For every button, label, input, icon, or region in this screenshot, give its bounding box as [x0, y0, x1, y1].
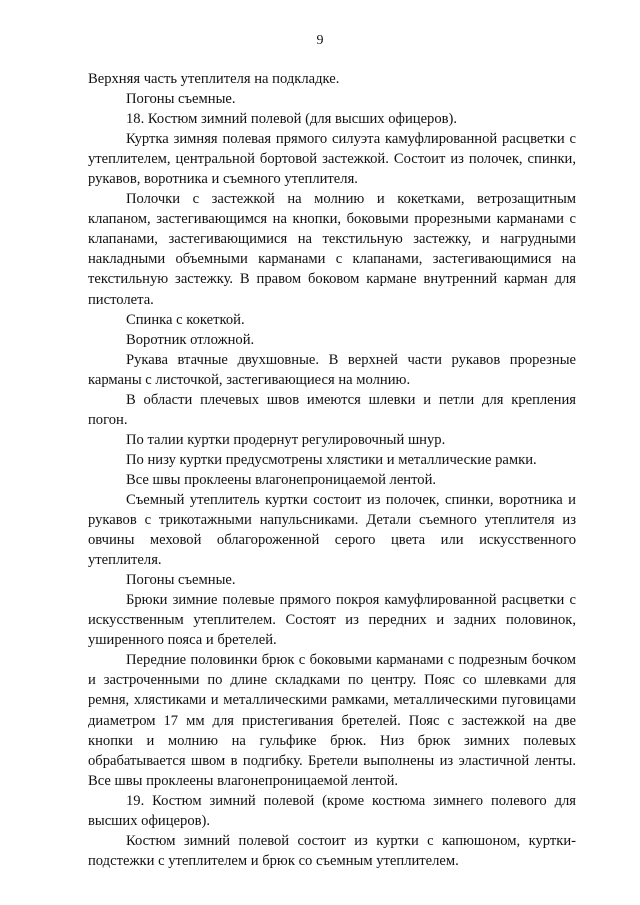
- page-number: 9: [316, 33, 324, 48]
- paragraph-13: Съемный утеплитель куртки состоит из полочек, спинки, воротника и рукавов с трикотажными напульсниками. Детали съемного утеплителя из овчины меховой облагороженной серого цвета или искусственного утеплителя.: [88, 491, 576, 569]
- document-body: [88, 69, 576, 871]
- paragraph-3: 18. Костюм зимний полевой (для высших офицеров).: [126, 111, 458, 128]
- paragraph-5: Полочки с застежкой на молнию и кокетками, ветрозащитным клапаном, застегивающимся на кнопки, боковыми прорезными карманами с клапанами, застегивающимися на текстильную застежку, и нагрудными накладными объемными карманами с клапанами, застегивающимися на текстильную застежку. В правом боковом кармане внутренний карман для пистолета.: [88, 191, 576, 308]
- paragraph-7: Воротник отложной.: [126, 331, 255, 348]
- paragraph-10: По талии куртки продернут регулировочный шнур.: [126, 431, 446, 448]
- paragraph-14: Погоны съемные.: [126, 572, 236, 589]
- paragraph-16: Передние половинки брюк с боковыми карманами с подрезным бочком и застроченными по длине складками по центру. Пояс со шлевками для ремня, хлястиками и металлическими рамками, металлическими пуговицами диаметром 17 мм для пристегивания бретелей. Пояс с застежкой на две кнопки и молнию на гульфике брюк. Низ брюк зимних полевых обрабатывается швом в подгибку. Бретели выполнены из эластичной ленты. Все швы проклеены влагонепроницаемой лентой.: [88, 652, 576, 789]
- paragraph-9: В области плечевых швов имеются шлевки и петли для крепления погон.: [88, 391, 576, 428]
- paragraph-18: Костюм зимний полевой состоит из куртки с капюшоном, куртки-подстежки с утеплителем и брюк со съемным утеплителем.: [88, 832, 576, 869]
- paragraph-12: Все швы проклеены влагонепроницаемой лентой.: [126, 471, 437, 488]
- paragraph-8: Рукава втачные двухшовные. В верхней части рукавов прорезные карманы с листочкой, застегивающиеся на молнию.: [88, 351, 576, 388]
- paragraph-2: Погоны съемные.: [126, 91, 236, 108]
- paragraph-6: Спинка с кокеткой.: [126, 311, 245, 328]
- paragraph-1: Верхняя часть утеплителя на подкладке.: [88, 71, 340, 87]
- paragraph-4: Куртка зимняя полевая прямого силуэта камуфлированной расцветки с утеплителем, центральной бортовой застежкой. Состоит из полочек, спинки, рукавов, воротника и съемного утеплителя.: [88, 131, 576, 188]
- paragraph-15: Брюки зимние полевые прямого покроя камуфлированной расцветки с искусственным утеплителем. Состоят из передних и задних половинок, уширенного пояса и бретелей.: [88, 592, 576, 649]
- paragraph-11: По низу куртки предусмотрены хлястики и металлические рамки.: [126, 451, 537, 468]
- paragraph-17: 19. Костюм зимний полевой (кроме костюма зимнего полевого для высших офицеров).: [88, 792, 576, 829]
